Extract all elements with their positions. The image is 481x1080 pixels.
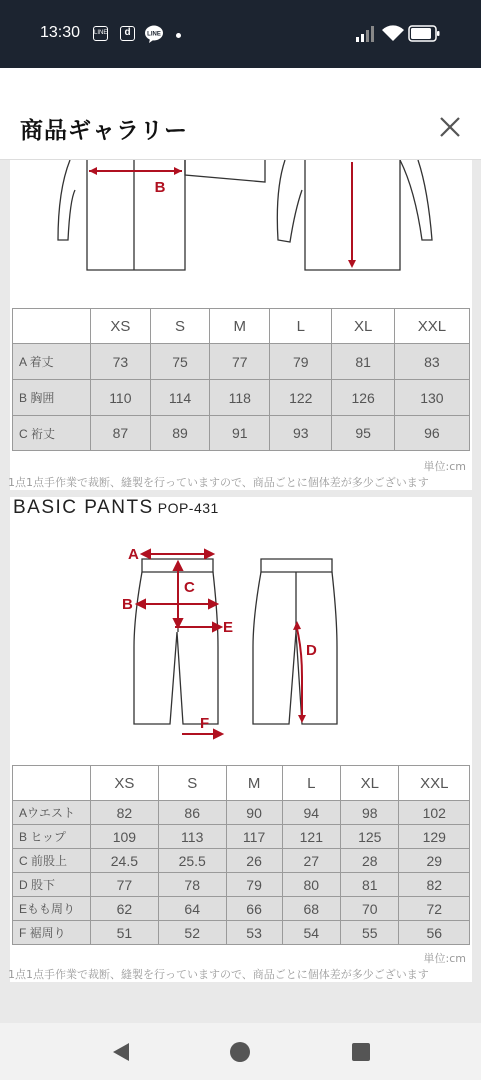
table-cell: 118 bbox=[210, 380, 270, 416]
column-header: XS bbox=[91, 766, 159, 801]
line-app-icon bbox=[144, 25, 164, 43]
row-label: C 裄丈 bbox=[13, 416, 91, 451]
table-cell: 89 bbox=[150, 416, 210, 451]
jacket-diagram bbox=[10, 160, 472, 285]
pants-size-chart bbox=[10, 497, 472, 982]
jacket-size-table bbox=[12, 308, 470, 451]
table-cell: 130 bbox=[394, 380, 469, 416]
svg-text:LINE: LINE bbox=[147, 31, 161, 38]
table-cell: 24.5 bbox=[91, 849, 159, 873]
table-cell: 72 bbox=[399, 897, 470, 921]
row-label: B ヒップ bbox=[13, 825, 91, 849]
table-cell: 90 bbox=[226, 801, 282, 825]
table-row bbox=[13, 416, 470, 451]
diagram-label-e: E bbox=[223, 619, 234, 636]
table-cell: 110 bbox=[91, 380, 151, 416]
unit-note: 単位:cm bbox=[423, 952, 466, 965]
table-row bbox=[13, 873, 470, 897]
row-label: C 前股上 bbox=[13, 849, 91, 873]
table-cell: 95 bbox=[332, 416, 394, 451]
table-cell: 27 bbox=[282, 849, 340, 873]
table-cell: 122 bbox=[270, 380, 332, 416]
table-cell: 26 bbox=[226, 849, 282, 873]
recents-icon[interactable] bbox=[350, 1041, 372, 1063]
page-title: 商品ギャラリー bbox=[20, 118, 188, 144]
table-cell: 77 bbox=[210, 344, 270, 380]
diagram-label-a: A bbox=[128, 546, 139, 563]
column-header: XS bbox=[91, 309, 151, 344]
table-cell: 113 bbox=[158, 825, 226, 849]
handmade-notice: 1点1点手作業で裁断、縫製を行っていますので、商品ごとに個体差が多少ございます bbox=[8, 968, 429, 981]
table-cell: 86 bbox=[158, 801, 226, 825]
table-cell: 54 bbox=[282, 921, 340, 945]
table-corner bbox=[13, 766, 91, 801]
back-icon[interactable] bbox=[110, 1041, 132, 1063]
row-label: B 胸囲 bbox=[13, 380, 91, 416]
pants-diagram bbox=[10, 537, 472, 752]
table-cell: 68 bbox=[282, 897, 340, 921]
pants-code: POP-431 bbox=[157, 500, 219, 516]
table-cell: 75 bbox=[150, 344, 210, 380]
table-cell: 96 bbox=[394, 416, 469, 451]
table-cell: 125 bbox=[341, 825, 399, 849]
column-header: S bbox=[150, 309, 210, 344]
column-header: XXL bbox=[394, 309, 469, 344]
close-button[interactable] bbox=[433, 110, 467, 144]
table-cell: 78 bbox=[158, 873, 226, 897]
diagram-label-d: D bbox=[306, 642, 317, 659]
table-row bbox=[13, 921, 470, 945]
table-cell: 126 bbox=[332, 380, 394, 416]
column-header: L bbox=[270, 309, 332, 344]
table-cell: 109 bbox=[91, 825, 159, 849]
table-cell: 81 bbox=[332, 344, 394, 380]
table-cell: 62 bbox=[91, 897, 159, 921]
row-label: Aウエスト bbox=[13, 801, 91, 825]
unit-note: 単位:cm bbox=[423, 460, 466, 473]
diagram-label-b: B bbox=[122, 596, 133, 613]
table-cell: 114 bbox=[150, 380, 210, 416]
table-cell: 25.5 bbox=[158, 849, 226, 873]
table-cell: 83 bbox=[394, 344, 469, 380]
table-row bbox=[13, 849, 470, 873]
gallery-header bbox=[0, 68, 481, 160]
column-header: XXL bbox=[399, 766, 470, 801]
table-cell: 80 bbox=[282, 873, 340, 897]
table-row bbox=[13, 344, 470, 380]
table-cell: 117 bbox=[226, 825, 282, 849]
gallery-image-viewer[interactable] bbox=[0, 160, 481, 1023]
table-cell: 129 bbox=[399, 825, 470, 849]
battery-icon bbox=[408, 25, 440, 42]
jacket-size-chart bbox=[10, 160, 472, 490]
diagram-label-f: F bbox=[200, 715, 210, 732]
system-nav-bar bbox=[0, 1023, 481, 1080]
table-cell: 70 bbox=[341, 897, 399, 921]
table-cell: 56 bbox=[399, 921, 470, 945]
table-cell: 29 bbox=[399, 849, 470, 873]
table-cell: 98 bbox=[341, 801, 399, 825]
table-cell: 64 bbox=[158, 897, 226, 921]
table-cell: 79 bbox=[270, 344, 332, 380]
section-title bbox=[13, 497, 219, 519]
table-cell: 81 bbox=[341, 873, 399, 897]
table-cell: 102 bbox=[399, 801, 470, 825]
row-label: F 裾周り bbox=[13, 921, 91, 945]
table-cell: 82 bbox=[91, 801, 159, 825]
table-cell: 79 bbox=[226, 873, 282, 897]
table-corner bbox=[13, 309, 91, 344]
table-row bbox=[13, 380, 470, 416]
table-cell: 53 bbox=[226, 921, 282, 945]
table-row bbox=[13, 897, 470, 921]
table-cell: 73 bbox=[91, 344, 151, 380]
table-cell: 94 bbox=[282, 801, 340, 825]
table-cell: 52 bbox=[158, 921, 226, 945]
table-cell: 87 bbox=[91, 416, 151, 451]
table-cell: 91 bbox=[210, 416, 270, 451]
table-cell: 51 bbox=[91, 921, 159, 945]
table-cell: 77 bbox=[91, 873, 159, 897]
status-bar bbox=[0, 0, 481, 68]
diagram-label-b: B bbox=[154, 179, 166, 196]
handmade-notice: 1点1点手作業で裁断、縫製を行っていますので、商品ごとに個体差が多少ございます bbox=[8, 476, 429, 489]
d-icon: d bbox=[120, 26, 135, 41]
column-header: XL bbox=[341, 766, 399, 801]
table-row bbox=[13, 801, 470, 825]
diagram-label-c: C bbox=[184, 579, 195, 596]
home-icon[interactable] bbox=[229, 1041, 251, 1063]
column-header: L bbox=[282, 766, 340, 801]
table-cell: 28 bbox=[341, 849, 399, 873]
column-header: S bbox=[158, 766, 226, 801]
signal-icon bbox=[356, 26, 376, 42]
wifi-icon bbox=[382, 25, 404, 42]
column-header: M bbox=[226, 766, 282, 801]
pants-title: BASIC PANTS bbox=[13, 497, 154, 518]
notification-dot-icon bbox=[176, 33, 181, 38]
row-label: D 股下 bbox=[13, 873, 91, 897]
table-cell: 93 bbox=[270, 416, 332, 451]
row-label: Eもも周り bbox=[13, 897, 91, 921]
table-row bbox=[13, 825, 470, 849]
table-cell: 55 bbox=[341, 921, 399, 945]
line-icon: LINE bbox=[93, 26, 108, 41]
status-time: 13:30 bbox=[40, 24, 81, 41]
table-cell: 121 bbox=[282, 825, 340, 849]
column-header: XL bbox=[332, 309, 394, 344]
column-header: M bbox=[210, 309, 270, 344]
close-icon[interactable] bbox=[433, 110, 467, 144]
table-cell: 82 bbox=[399, 873, 470, 897]
table-cell: 66 bbox=[226, 897, 282, 921]
pants-size-table bbox=[12, 765, 470, 945]
row-label: A 着丈 bbox=[13, 344, 91, 380]
